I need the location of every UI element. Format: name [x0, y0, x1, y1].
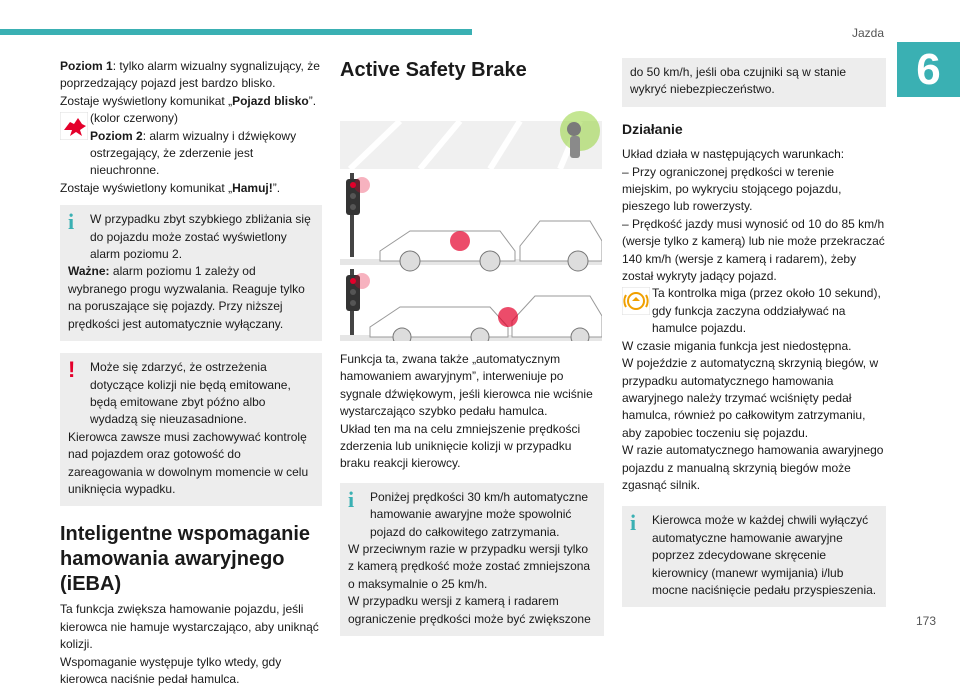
level1-message: Zostaje wyświetlony komunikat „Pojazd blisko”.	[60, 93, 317, 108]
braking-scenes-image	[340, 91, 602, 341]
info-box-3: i Kierowca może w każdej chwili wyłączyć automatyczne hamowanie awaryjne poprzez zdecydowane skręcenie kierownicy (manewr wymijania) i/lub mocne naciśnięcie pedału przyspieszenia.	[622, 506, 886, 607]
page-number: 173	[916, 614, 937, 628]
level2-paragraph: Poziom 2: alarm wizualny i dźwiękowy ostrzegający, że zderzenie jest nieuchronne.	[90, 128, 297, 178]
info-icon: i	[630, 510, 637, 536]
asb-body-1: Funkcja ta, zwana także „automatycznym hamowaniem awaryjnym”, interweniuje po sygnale dźwiękowym, jeśli kierowca nie wciśnie wystarczająco szybko pedału hamulca.	[340, 352, 593, 419]
operation-heading: Działanie	[622, 120, 683, 137]
warning-icon: !	[68, 357, 76, 383]
info-box-1: i W przypadku zbyt szybkiego zbliżania się do pojazdu może zostać wyświetlony alarm poziomu 2. Ważne: alarm poziomu 1 zależy od wybranego progu wyzwalania. Reaguje tylko na poruszające się pojazdy. Przy niższej prędkości jest automatycznie wyłączany.	[60, 205, 322, 341]
collision-alert-icon	[60, 112, 88, 140]
info-box-continued: do 50 km/h, jeśli oba czujniki są w stanie wykryć niebezpieczeństwo.	[622, 58, 886, 107]
chapter-badge: 6	[897, 42, 960, 97]
asb-body-2: Układ ten ma na celu zmniejszenie prędkości zderzenia lub uniknięcie kolizji w przypadku braku reakcji kierowcy.	[340, 421, 581, 471]
collision-warning-row	[60, 110, 322, 180]
info-icon: i	[348, 486, 355, 512]
info-box-2: i Poniżej prędkości 30 km/h automatyczne hamowanie awaryjne może spowolnić pojazd do całkowitego zatrzymania. W przeciwnym razie w przypadku wersji tylko z kamerą prędkość może zostać zmniejszona o maksymalnie o 25 km/h. W przypadku wersji z kamerą i radarem ograniczenie prędkości może być zwiększone	[340, 483, 604, 636]
column-3	[622, 58, 886, 607]
info-icon: i	[68, 209, 75, 235]
asb-heading: Active Safety Brake	[340, 59, 527, 81]
ieba-body-2: Wspomaganie występuje tylko wtedy, gdy kierowca naciśnie pedał hamulca.	[60, 654, 282, 686]
operation-line-6: W razie automatycznego hamowania awaryjnego pojazdu z manualną skrzynią biegów może zgasnąć silnik.	[622, 443, 884, 492]
operation-line-4: W czasie migania funkcja jest niedostępna.	[622, 338, 852, 353]
level1-paragraph: Poziom 1: tylko alarm wizualny sygnalizujący, że poprzedzający pojazd jest bardzo blisko.	[60, 59, 320, 91]
icon-color-note: (kolor czerwony)	[90, 111, 179, 126]
brake-warning-lamp-icon	[622, 287, 650, 315]
operation-line-2: – Przy ograniczonej prędkości w terenie miejskim, po wykryciu stojącego pojazdu, pieszego lub rowerzysty.	[622, 164, 842, 214]
operation-line-5: W pojeździe z automatyczną skrzynią biegów, w przypadku automatycznego hamowania awaryjnego należy trzymać wciśnięty pedał hamulca, również po całkowitym zatrzymaniu, aby zapobiec toczeniu się pojazdu.	[622, 356, 879, 440]
scene-pedestrian	[340, 111, 602, 169]
warning-lamp-row: Ta kontrolka miga (przez około 10 sekund), gdy funkcja zaczyna oddziaływać na hamulce pojazdu.	[622, 285, 886, 337]
ieba-body-1: Ta funkcja zwiększa hamowanie pojazdu, jeśli kierowca nie hamuje wystarczająco, aby uniknąć kolizji.	[60, 602, 319, 652]
ieba-heading: Inteligentne wspomaganie hamowania awaryjnego (iEBA)	[60, 523, 311, 596]
operation-line-1: Układ działa w następujących warunkach:	[622, 147, 845, 162]
asb-illustration	[340, 91, 604, 341]
level2-message: Zostaje wyświetlony komunikat „Hamuj!”.	[60, 180, 281, 195]
operation-line-3: – Prędkość jazdy musi wynosić od 10 do 85 km/h (wersje tylko z kamerą) lub nie może przekraczać 140 km/h (wersje z kamerą i radarem), żeby został wykryty jadący pojazd.	[622, 216, 885, 284]
section-title: Jazda	[851, 26, 884, 40]
scene-vehicle	[340, 173, 602, 271]
column-2	[340, 58, 604, 636]
header-accent-bar	[0, 29, 472, 35]
warning-box: ! Może się zdarzyć, że ostrzeżenia dotyczące kolizji nie będą emitowane, będą emitowane zbyt późno albo wydadzą się nieuzasadnione. Kierowca zawsze musi zachowywać kontrolę nad pojazdem oraz gotowość do zareagowania w dowolnym momencie w celu uniknięcia wypadku.	[60, 353, 322, 506]
column-1	[60, 58, 322, 688]
scene-braking	[340, 269, 602, 341]
